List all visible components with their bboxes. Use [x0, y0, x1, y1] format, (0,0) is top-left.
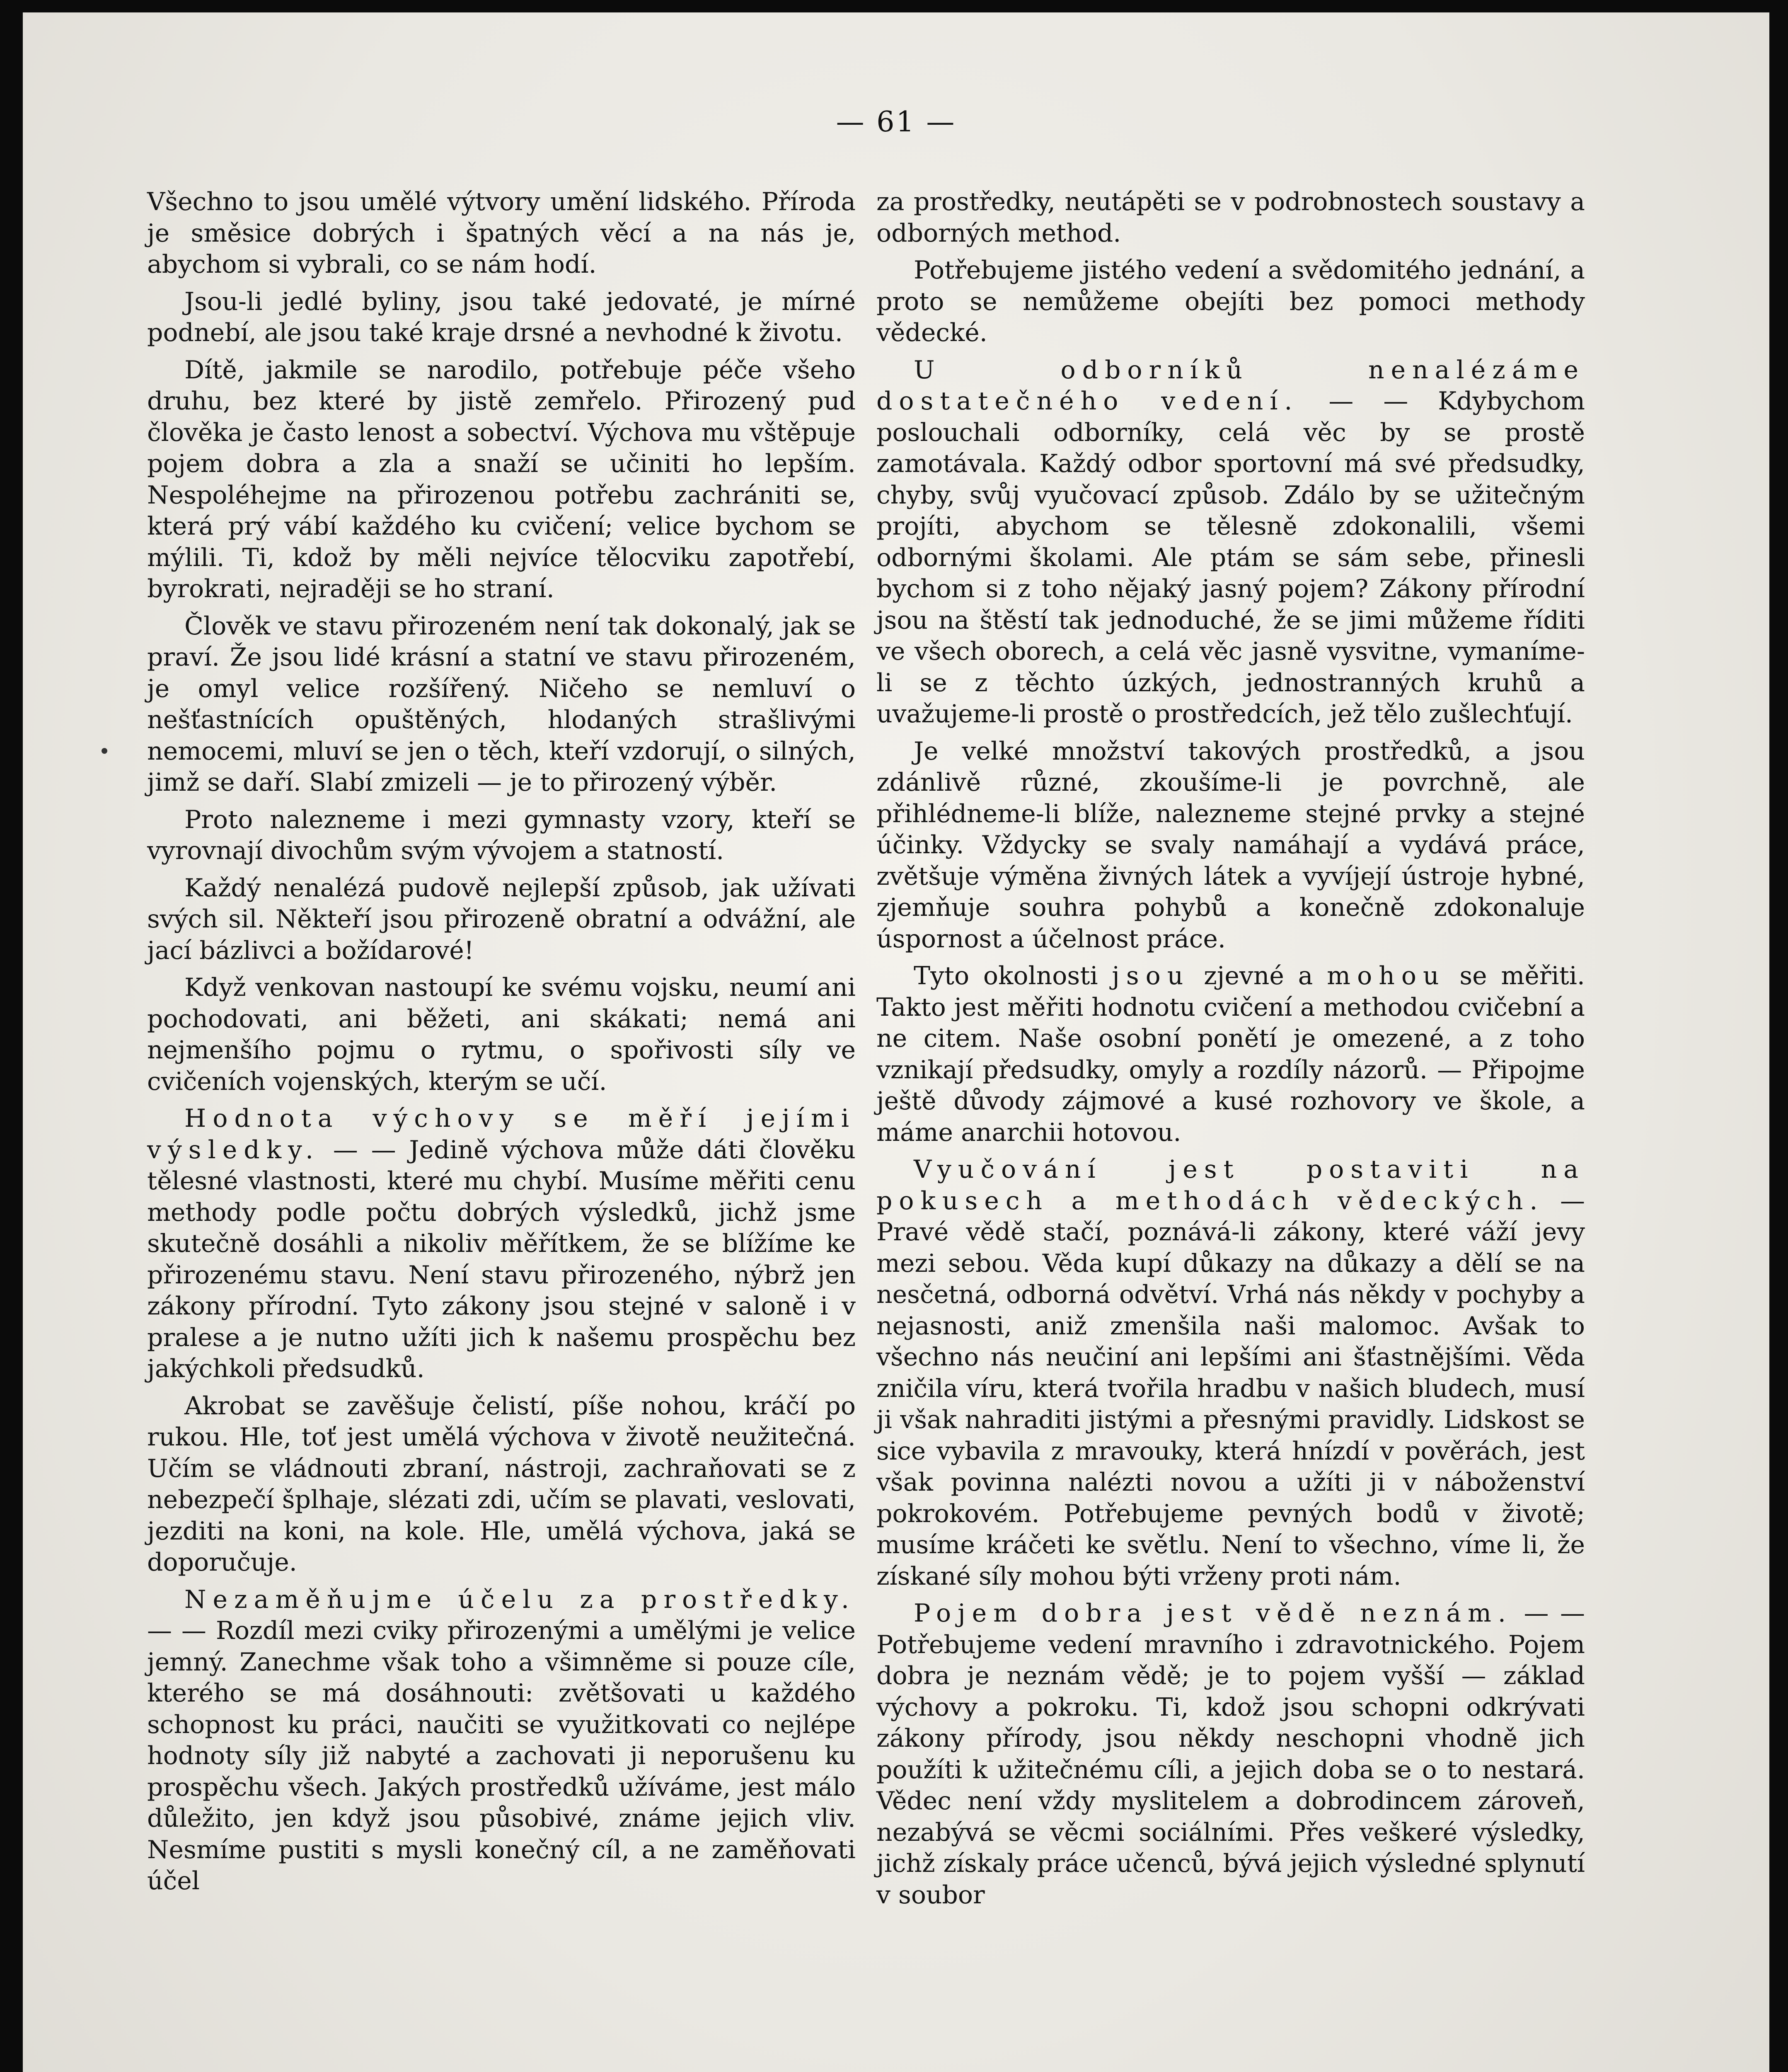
paragraph-text: — — Rozdíl mezi cviky přirozenými a umělými je velice jemný. Zanechme však toho a všimněme si pouze cíle, kterého se má dosáhnouti: zvětšovati u každého schopnost ku práci, naučiti se využitkovati co nejlépe hodnoty síly již nabyté a zachovati ji neporušenu ku prospěchu všech. Jakých prostředků užíváme, jest málo důležito, jen když jsou působivé, známe jejich vliv. Nesmíme pustiti s mysli konečný cíl, a ne zaměňovati účel	[147, 1616, 856, 1895]
spaced-heading: Nezaměňujme účelu za prostředky.	[184, 1585, 856, 1614]
spaced-heading: U odborníků nenalézáme dostatečného vedení.	[876, 355, 1585, 416]
paragraph	[876, 1598, 1585, 1911]
paragraph: Jsou-li jedlé byliny, jsou také jedovaté, je mírné podnebí, ale jsou také kraje drsné a nevhodné k životu.	[147, 287, 856, 347]
paragraph-text: zjevné a	[1190, 961, 1327, 990]
spaced-word: mohou	[1327, 961, 1446, 990]
paragraph	[147, 1584, 856, 1897]
page-number: — 61 —	[836, 106, 956, 138]
paragraph-text: — — Kdybychom poslouchali odborníky, celá věc by se prostě zamotávala. Každý odbor sportovní má své předsudky, chyby, svůj vyučovací způsob. Zdálo by se užitečným projíti, abychom se tělesně zdokonalili, všemi odbornými školami. Ale ptám se sám sebe, přinesli bychom si z toho nějaký jasný pojem? Zákony přírodní jsou na štěstí tak jednoduché, že se jimi můžeme říditi ve všech oborech, a celá věc jasně vysvitne, vymaníme-li se z těchto úzkých, jednostranných kruhů a uvažujeme-li prostě o prostředcích, jež tělo zušlechťují.	[876, 387, 1585, 729]
paragraph: Akrobat se zavěšuje čelistí, píše nohou, kráčí po rukou. Hle, toť jest umělá výchova v životě neužitečná. Učím se vládnouti zbraní, nástroji, zachraňovati se z nebezpečí šplhaje, slézati zdi, učím se plavati, veslovati, jezditi na koni, na kole. Hle, umělá výchova, jaká se doporučuje.	[147, 1391, 856, 1577]
paragraph: Všechno to jsou umělé výtvory umění lidského. Příroda je směsice dobrých i špatných věcí a na nás je, abychom si vybrali, co se nám hodí.	[147, 187, 856, 279]
book-page	[23, 12, 1769, 2072]
paragraph: Proto nalezneme i mezi gymnasty vzory, kteří se vyrovnají divochům svým vývojem a statností.	[147, 805, 856, 865]
paragraph: Člověk ve stavu přirozeném není tak dokonalý, jak se praví. Že jsou lidé krásní a statní ve stavu přirozeném, je omyl velice rozšířený. Ničeho se nemluví o nešťastnících opuštěných, hlodaných strašlivými nemocemi, mluví se jen o těch, kteří vzdorují, o silných, jimž se daří. Slabí zmizeli — je to přirozený výběr.	[147, 611, 856, 797]
left-column	[147, 186, 856, 1903]
spaced-heading: Hodnota výchovy se měří jejími výsledky.	[147, 1104, 856, 1164]
paragraph-text: — — Jedině výchova může dáti člověku tělesné vlastnosti, které mu chybí. Musíme měřiti cenu methody podle počtu dobrých výsledků, jichž jsme skutečně dosáhli a nikoliv měřítkem, že se blížíme ke přirozenému stavu. Není stavu přirozeného, nýbrž jen zákony přírodní. Tyto zákony jsou stejné v saloně i v pralese a je nutno užíti jich k našemu prospěchu bez jakýchkoli předsudků.	[147, 1135, 856, 1383]
spaced-heading: Vyučování jest postaviti na pokusech a methodách vědeckých.	[876, 1155, 1585, 1215]
paragraph-text: — — Potřebujeme vedení mravního i zdravotnického. Pojem dobra je neznám vědě; je to pojem vyšší — základ výchovy a pokroku. Ti, kdož jsou schopni odkrývati zákony přírody, jsou někdy neschopni vhodně jich použíti k užitečnému cíli, a jejich doba se o to nestará. Vědec není vždy myslitelem a dobrodincem zároveň, nezabývá se věcmi sociálními. Přes veškeré výsledky, jichž získaly práce učenců, bývá jejich výsledné splynutí v soubor	[876, 1599, 1585, 1910]
paragraph-text: — Pravé vědě stačí, poznává-li zákony, které váží jevy mezi sebou. Věda kupí důkazy na důkazy a dělí se na nesčetná, odborná odvětví. Vrhá nás někdy v pochyby a nejasnosti, aniž zmenšila naši malomoc. Avšak to všechno nás neučiní ani lepšími ani šťastnějšími. Věda zničila víru, která tvořila hradbu v našich bludech, musí ji však nahraditi jistými a přesnými pravidly. Lidskost se sice vybavila z mravouky, která hnízdí v pověrách, jest však povinna nalézti novou a užíti ji v náboženství pokrokovém. Potřebujeme pevných bodů v životě; musíme kráčeti ke světlu. Není to všechno, víme li, že získané síly mohou býti vrženy proti nám.	[876, 1186, 1585, 1591]
paragraph-text: Tyto okolnosti	[914, 961, 1112, 990]
paragraph: Dítě, jakmile se narodilo, potřebuje péče všeho druhu, bez které by jistě zemřelo. Přirozený pud člověka je často lenost a sobectví. Výchova mu vštěpuje pojem dobra a zla a snaží se učiniti ho lepším. Nespoléhejme na přirozenou potřebu zachrániti se, která prý vábí každého ku cvičení; velice bychom se mýlili. Ti, kdož by měli nejvíce tělocviku zapotřebí, byrokrati, nejraději se ho straní.	[147, 355, 856, 603]
spaced-heading: Pojem dobra jest vědě neznám.	[914, 1599, 1512, 1628]
ink-speck	[102, 748, 107, 754]
right-column	[876, 186, 1585, 1917]
paragraph: za prostředky, neutápěti se v podrobnostech soustavy a odborných method.	[876, 187, 1585, 248]
paragraph: Každý nenalézá pudově nejlepší způsob, jak užívati svých sil. Někteří jsou přirozeně obratní a odvážní, ale jací bázlivci a božídarové!	[147, 873, 856, 965]
paragraph	[876, 961, 1585, 1148]
paragraph-text: se měřiti. Takto jest měřiti hodnotu cvičení a methodou cvičební a ne citem. Naše osobní ponětí je omezené, a z toho vznikají předsudky, omyly a rozdíly názorů. — Připojme ještě důvody zájmové a kusé rozhovory ve škole, a máme anarchii hotovou.	[876, 961, 1585, 1147]
spaced-word: jsou	[1112, 961, 1190, 990]
paragraph: Potřebujeme jistého vedení a svědomitého jednání, a proto se nemůžeme obejíti bez pomoci methody vědecké.	[876, 256, 1585, 347]
paragraph	[876, 355, 1585, 730]
paragraph: Je velké množství takových prostředků, a jsou zdánlivě různé, zkoušíme-li je povrchně, ale přihlédneme-li blíže, nalezneme stejné prvky a stejné účinky. Vždycky se svaly namáhají a vydává práce, zvětšuje výměna živných látek a vyvíjejí ústroje hybné, zjemňuje souhra pohybů a konečně zdokonaluje úspornost a účelnost práce.	[876, 736, 1585, 954]
paragraph: Když venkovan nastoupí ke svému vojsku, neumí ani pochodovati, ani běžeti, ani skákati; nemá ani nejmenšího pojmu o rytmu, o spořivosti síly ve cvičeních vojenských, kterým se učí.	[147, 973, 856, 1096]
paragraph	[147, 1103, 856, 1385]
paragraph	[876, 1154, 1585, 1592]
